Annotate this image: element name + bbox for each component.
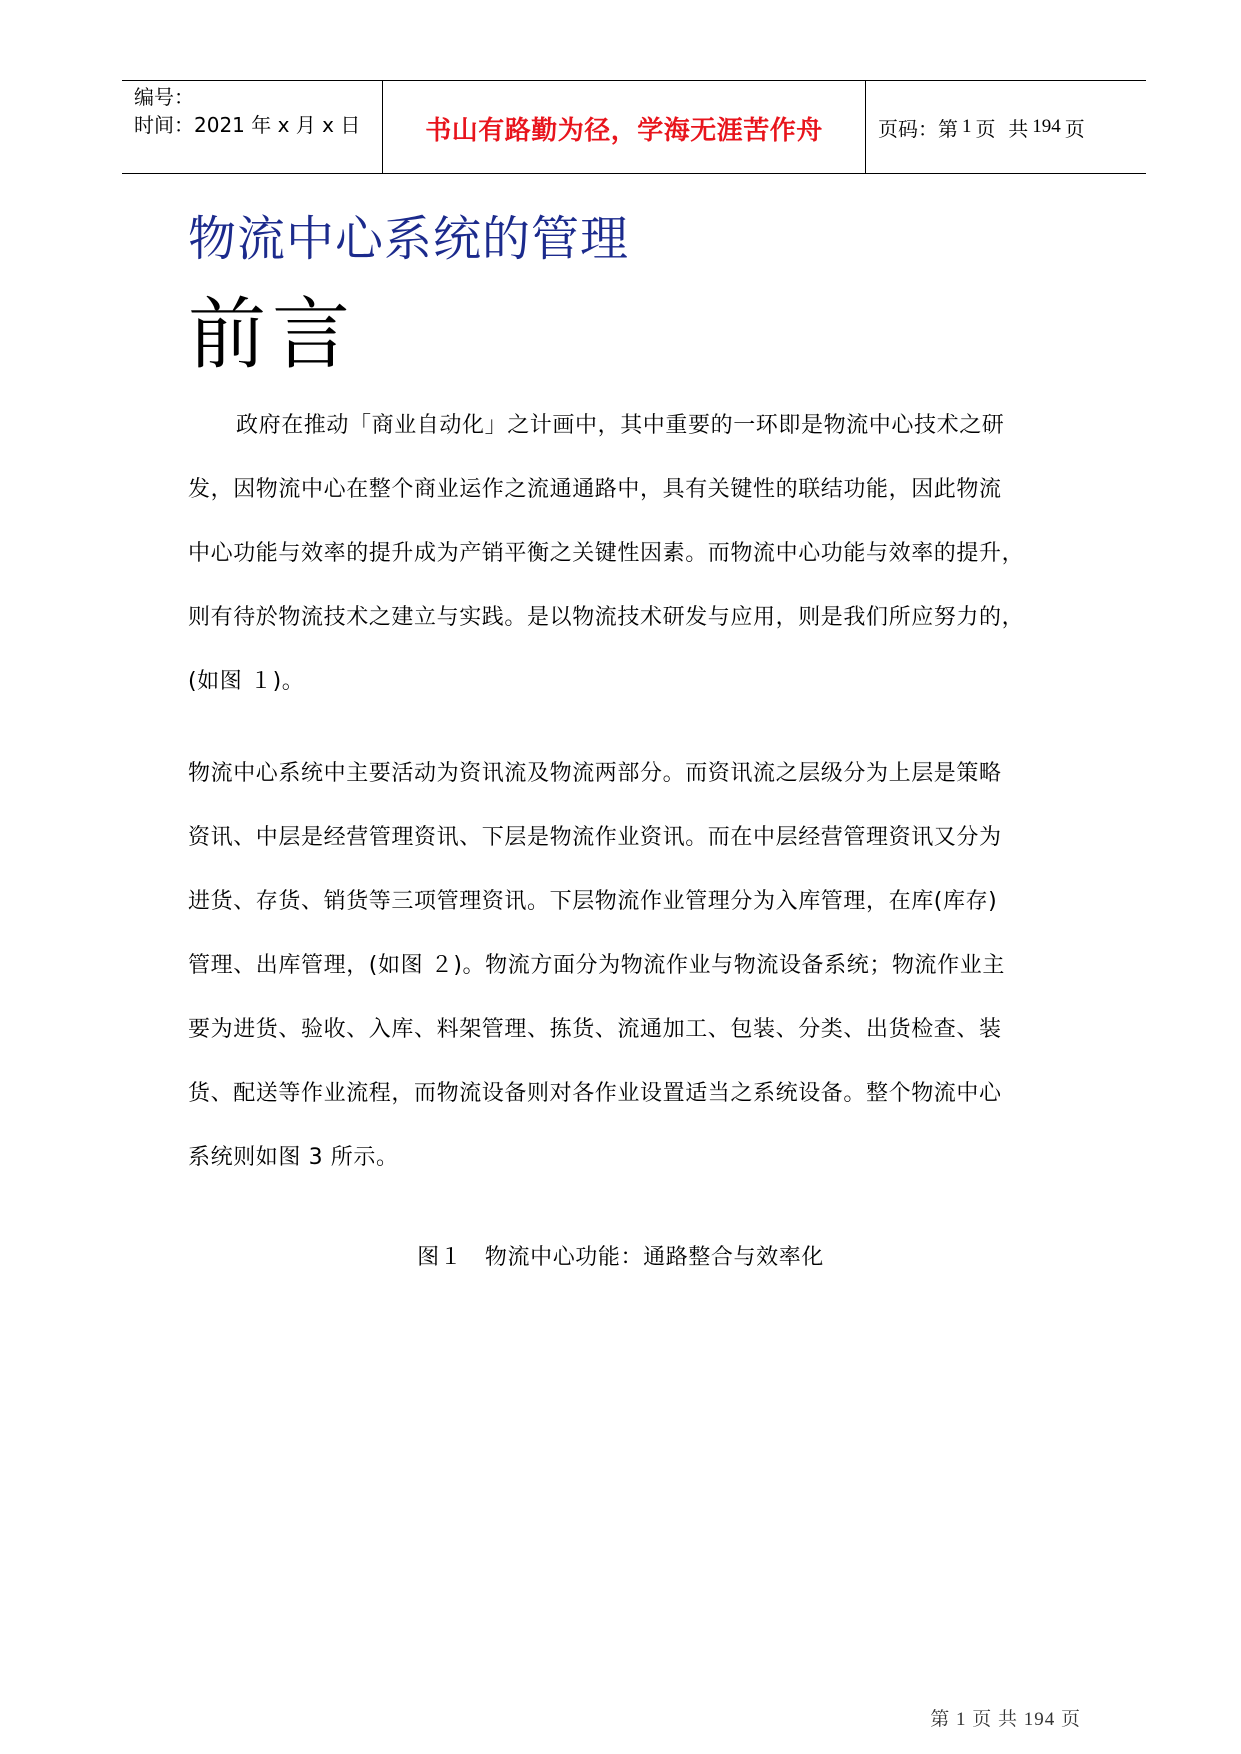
number-label: 编号： [134, 85, 194, 109]
document-title: 物流中心系统的管理 [188, 211, 630, 267]
page-footer: 第 1 页 共 194 页 [930, 1709, 1081, 1730]
page-number: 1 [962, 116, 972, 137]
page-end-label: 页 [1064, 116, 1085, 141]
paragraph-line: 管理、出库管理，(如图 ２)。物流方面分为物流作业与物流设备系统；物流作业主 [188, 953, 1005, 978]
paragraph-line: 系统则如图 3 所示。 [188, 1145, 399, 1170]
paragraph-intro [188, 410, 1108, 730]
paragraph-system [188, 758, 1108, 1206]
paragraph-line: 物流中心系统中主要活动为资讯流及物流两部分。而资讯流之层级分为上层是策略 [188, 761, 1002, 786]
paragraph-line: 政府在推动「商业自动化」之计画中，其中重要的一环即是物流中心技术之研 [236, 413, 1005, 438]
page-label: 页码：第 [878, 116, 958, 141]
paragraph-line: 要为进货、验收、入库、料架管理、拣货、流通加工、包装、分类、出货检查、装 [188, 1017, 1002, 1042]
header-page-cell [866, 81, 1146, 173]
page-total: 194 [1032, 116, 1061, 137]
page-of-label: 页 共 [975, 116, 1029, 141]
paragraph-line: 资讯、中层是经营管理资讯、下层是物流作业资讯。而在中层经营管理资讯又分为 [188, 825, 1002, 850]
time-label: 时间：2021 年 x 月 x 日 [134, 113, 361, 137]
paragraph-line: 货、配送等作业流程，而物流设备则对各作业设置适当之系统设备。整个物流中心 [188, 1081, 1002, 1106]
header-motto: 书山有路勤为径，学海无涯苦作舟 [425, 115, 823, 146]
document-header [122, 80, 1146, 174]
figure-caption: 图１ 物流中心功能：通路整合与效率化 [417, 1245, 824, 1270]
paragraph-line: 则有待於物流技术之建立与实践。是以物流技术研发与应用，则是我们所应努力的， [188, 605, 1025, 630]
paragraph-line: 发，因物流中心在整个商业运作之流通通路中，具有关键性的联结功能，因此物流 [188, 477, 1002, 502]
paragraph-line: 进货、存货、销货等三项管理资讯。下层物流作业管理分为入库管理，在库(库存) [188, 889, 998, 914]
header-info-cell [122, 81, 382, 173]
header-motto-cell [382, 81, 866, 173]
paragraph-line: (如图 １)。 [188, 669, 305, 694]
section-title: 前言 [188, 290, 357, 380]
paragraph-line: 中心功能与效率的提升成为产销平衡之关键性因素。而物流中心功能与效率的提升， [188, 541, 1025, 566]
